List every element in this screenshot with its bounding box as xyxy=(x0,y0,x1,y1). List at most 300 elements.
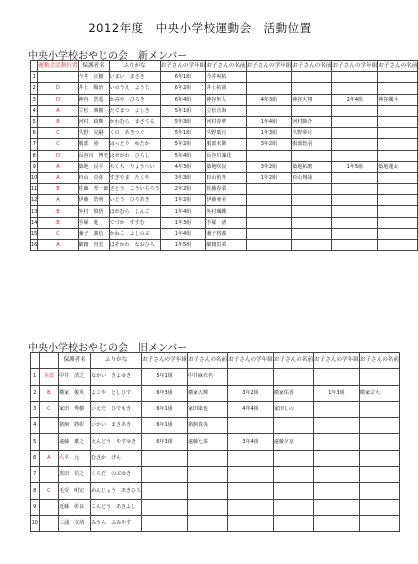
activity-position xyxy=(38,72,78,83)
child-class: 1年3組 xyxy=(160,217,206,228)
child-name xyxy=(187,450,227,466)
guardian-name: 中井 清之 xyxy=(59,369,91,385)
child-class: 6年3組 xyxy=(142,434,188,450)
guardian-furigana: いとう ひろあき xyxy=(109,195,160,206)
child-class xyxy=(314,483,360,499)
child-class xyxy=(314,418,360,434)
child-name: 神谷隼人 xyxy=(206,94,246,105)
child-name: 横家宗大 xyxy=(359,385,399,401)
table-row xyxy=(31,150,418,161)
child-class xyxy=(332,195,378,206)
child-name xyxy=(292,83,332,94)
child-name xyxy=(359,418,399,434)
guardian-name: 家田 秀樹 xyxy=(59,401,91,417)
column-header: お子さんの学年組 xyxy=(228,353,274,369)
guardian-furigana: ちくち りょうへい xyxy=(109,161,160,172)
row-number: 3 xyxy=(31,94,38,105)
row-number: 6 xyxy=(31,450,40,466)
table-row xyxy=(31,228,418,239)
child-name xyxy=(378,206,418,217)
row-number: 16 xyxy=(31,240,38,251)
child-class: 6年1組 xyxy=(142,418,188,434)
column-header: お子さんの学年組 xyxy=(160,61,206,72)
row-number: 14 xyxy=(31,217,38,228)
guardian-furigana: はせがわ ひろし xyxy=(109,150,160,161)
activity-position: A xyxy=(38,240,78,251)
child-name xyxy=(378,105,418,116)
table-row xyxy=(31,83,418,94)
column-header xyxy=(31,353,40,369)
child-name xyxy=(292,228,332,239)
activity-position: A xyxy=(39,450,59,466)
child-name xyxy=(359,467,399,483)
child-name: 井上拓哉 xyxy=(206,83,246,94)
table-row xyxy=(31,369,400,385)
guardian-name: 杉山 卓弥 xyxy=(78,172,109,183)
child-name: 神谷颯斗 xyxy=(378,94,418,105)
activity-position: B xyxy=(38,206,78,217)
guardian-name: 外村 慎悟 xyxy=(78,206,109,217)
child-name xyxy=(359,483,399,499)
child-name xyxy=(292,217,332,228)
child-name xyxy=(378,184,418,195)
child-name: 家田康也 xyxy=(187,401,227,417)
child-class: 1年5組 xyxy=(332,161,378,172)
guardian-name: 兼子 義信 xyxy=(78,228,109,239)
child-name xyxy=(187,515,227,531)
row-number: 1 xyxy=(31,72,38,83)
column-header: お子さんの名前 xyxy=(206,61,246,72)
table-row xyxy=(31,483,400,499)
child-name: 久野葉月 xyxy=(206,128,246,139)
column-header: お子さんの学年組 xyxy=(314,353,360,369)
child-class: 1年3組 xyxy=(246,128,292,139)
guardian-furigana: むさか げん xyxy=(91,450,142,466)
column-header: 保護者名 xyxy=(78,61,109,72)
child-class: 4年3組 xyxy=(246,94,292,105)
row-number: 13 xyxy=(31,206,38,217)
child-class xyxy=(246,206,292,217)
child-class xyxy=(246,83,292,94)
child-class xyxy=(142,450,188,466)
activity-position: C xyxy=(39,483,59,499)
row-number: 4 xyxy=(31,418,40,434)
row-number: 7 xyxy=(31,467,40,483)
new-members-table xyxy=(30,60,418,251)
child-name xyxy=(292,184,332,195)
row-number: 5 xyxy=(31,434,40,450)
column-header: お子さんの名前 xyxy=(359,353,399,369)
row-number: 10 xyxy=(31,515,40,531)
child-class: 5年4組 xyxy=(160,150,206,161)
child-name xyxy=(273,515,313,531)
table-row xyxy=(31,105,418,116)
child-class xyxy=(246,72,292,83)
child-name: 猪飼真央 xyxy=(187,418,227,434)
guardian-name: 井上 陽治 xyxy=(78,83,109,94)
child-class xyxy=(228,369,274,385)
child-name xyxy=(378,139,418,150)
child-name: 遠藤七菜 xyxy=(187,434,227,450)
row-number: 12 xyxy=(31,195,38,206)
child-name xyxy=(359,369,399,385)
column-header: ふりがな xyxy=(91,353,142,369)
child-name xyxy=(187,467,227,483)
table-row xyxy=(31,172,418,183)
guardian-furigana: めんじょう あきひろ xyxy=(91,483,142,499)
column-header: ふりがな xyxy=(109,61,160,72)
child-name: 伊藤亜美 xyxy=(206,195,246,206)
child-class: 5年1組 xyxy=(160,105,206,116)
guardian-name: 長谷川 博史 xyxy=(78,150,109,161)
activity-position xyxy=(39,499,59,515)
guardian-furigana: いえだ ひでもき xyxy=(91,401,142,417)
child-class: 1年4組 xyxy=(246,116,292,127)
child-name xyxy=(292,195,332,206)
table-row xyxy=(31,217,418,228)
table-header-row xyxy=(31,353,400,369)
guardian-furigana: よこや としひで xyxy=(91,385,142,401)
child-class xyxy=(332,184,378,195)
activity-position: B xyxy=(38,116,78,127)
child-class: 1年5組 xyxy=(160,240,206,251)
child-class xyxy=(332,228,378,239)
guardian-name: 細籍 直宏 xyxy=(78,240,109,251)
child-name xyxy=(292,240,332,251)
child-class xyxy=(246,217,292,228)
table-row xyxy=(31,184,418,195)
table-row xyxy=(31,161,418,172)
guardian-furigana: かみや ひろき xyxy=(109,94,160,105)
activity-position: D xyxy=(38,94,78,105)
child-class xyxy=(314,401,360,417)
row-number: 6 xyxy=(31,128,38,139)
guardian-name: 毛受 明宏 xyxy=(59,483,91,499)
child-name xyxy=(187,483,227,499)
child-name: 中井麻衣名 xyxy=(187,369,227,385)
child-class xyxy=(332,105,378,116)
table-row xyxy=(31,385,400,401)
guardian-furigana: かねこ よしのぶ xyxy=(109,228,160,239)
row-number: 1 xyxy=(31,369,40,385)
old-members-heading: 中央小学校おやじの会 旧メンバー xyxy=(28,343,188,354)
child-name: 杉山侑冬 xyxy=(206,172,246,183)
child-name: 細籍里菜 xyxy=(206,240,246,251)
guardian-furigana: いのうえ ようじ xyxy=(109,83,160,94)
child-class: 1年2組 xyxy=(160,195,206,206)
child-name xyxy=(378,240,418,251)
guardian-name: 佐藤 孝一郎 xyxy=(78,184,109,195)
row-number: 9 xyxy=(31,161,38,172)
child-name xyxy=(273,418,313,434)
table-row xyxy=(31,401,400,417)
child-name xyxy=(359,434,399,450)
child-name: 兼子将義 xyxy=(206,228,246,239)
column-header xyxy=(31,61,38,72)
child-class xyxy=(142,483,188,499)
child-name xyxy=(359,499,399,515)
table-row xyxy=(31,72,418,83)
activity-position: C xyxy=(39,401,59,417)
child-class: 5年1組 xyxy=(142,369,188,385)
child-name xyxy=(359,450,399,466)
child-name: 築地咲良 xyxy=(206,161,246,172)
child-name xyxy=(378,72,418,83)
child-class xyxy=(332,139,378,150)
child-class xyxy=(246,105,292,116)
row-number: 11 xyxy=(31,184,38,195)
guardian-name: 今井 正樹 xyxy=(78,72,109,83)
child-name xyxy=(378,172,418,183)
child-name: 横家大輝 xyxy=(187,385,227,401)
guardian-name: 三浦 文靖 xyxy=(59,515,91,531)
activity-position: C xyxy=(38,228,78,239)
child-class xyxy=(314,515,360,531)
child-name: 今井爽拓 xyxy=(206,72,246,83)
child-class xyxy=(314,499,360,515)
table-row xyxy=(31,206,418,217)
child-name: 久野夢月 xyxy=(292,128,332,139)
child-class xyxy=(228,499,274,515)
child-name: 築地拓磨 xyxy=(292,161,332,172)
row-number: 2 xyxy=(31,83,38,94)
table-row xyxy=(31,418,400,434)
child-name xyxy=(273,483,313,499)
table-row xyxy=(31,240,418,251)
child-class xyxy=(332,217,378,228)
child-name: 佐藤春菜 xyxy=(206,184,246,195)
child-class: 1年4組 xyxy=(160,228,206,239)
guardian-furigana: ほかむら しんご xyxy=(109,206,160,217)
child-name: 河村春華 xyxy=(206,116,246,127)
child-name xyxy=(378,128,418,139)
column-header: お子さんの名前 xyxy=(378,61,418,72)
child-name: 服部悠羽 xyxy=(292,139,332,150)
child-class: 4年4組 xyxy=(228,401,274,417)
child-class xyxy=(142,467,188,483)
child-name xyxy=(378,228,418,239)
row-number: 5 xyxy=(31,116,38,127)
activity-position xyxy=(39,467,59,483)
child-class: 3年4組 xyxy=(228,434,274,450)
child-name: 河村駿介 xyxy=(292,116,332,127)
child-class xyxy=(332,83,378,94)
table-row xyxy=(31,116,418,127)
child-class xyxy=(228,418,274,434)
guardian-furigana: ほそかわ なおひろ xyxy=(109,240,160,251)
guardian-name: 立松 典樹 xyxy=(78,105,109,116)
child-name: 横家佑香 xyxy=(273,385,313,401)
child-class xyxy=(314,369,360,385)
row-number: 3 xyxy=(31,401,40,417)
row-number: 10 xyxy=(31,172,38,183)
child-class xyxy=(246,228,292,239)
activity-position: A xyxy=(38,172,78,183)
activity-position: D xyxy=(38,83,78,94)
child-class xyxy=(228,515,274,531)
child-class: 3年2組 xyxy=(228,385,274,401)
table-row xyxy=(31,94,418,105)
child-class xyxy=(332,72,378,83)
child-name: 外村颯靴 xyxy=(206,206,246,217)
table-row xyxy=(31,515,400,531)
child-class: 1年3組 xyxy=(314,385,360,401)
child-class: 3年3組 xyxy=(160,172,206,183)
table-row xyxy=(31,467,400,483)
table-row xyxy=(31,139,418,150)
guardian-furigana: さとう こういちろう xyxy=(109,184,160,195)
column-header: お子さんの名前 xyxy=(273,353,313,369)
child-name xyxy=(359,515,399,531)
child-class xyxy=(314,467,360,483)
child-name xyxy=(187,499,227,515)
old-members-table xyxy=(30,352,400,532)
child-name xyxy=(273,467,313,483)
page-title: 2012年度 中央小学校運動会 活動位置 xyxy=(88,21,312,35)
child-name: 杉山翔哉 xyxy=(292,172,332,183)
child-class xyxy=(228,450,274,466)
row-number: 15 xyxy=(31,228,38,239)
child-name xyxy=(273,450,313,466)
table-row xyxy=(31,128,418,139)
child-name: 長谷川凜花 xyxy=(206,150,246,161)
guardian-furigana: えんどう やすゆき xyxy=(91,434,142,450)
child-name xyxy=(378,150,418,161)
table-header-row xyxy=(31,61,418,72)
guardian-name: 猪飼 將彰 xyxy=(59,418,91,434)
column-header: お子さんの学年組 xyxy=(142,353,188,369)
child-class xyxy=(228,483,274,499)
child-class xyxy=(246,184,292,195)
child-class xyxy=(332,172,378,183)
activity-position: A xyxy=(38,105,78,116)
column-header: お子さんの名前 xyxy=(292,61,332,72)
column-header: お子さんの名前 xyxy=(187,353,227,369)
column-header xyxy=(39,353,59,369)
child-name xyxy=(378,217,418,228)
guardian-furigana: かわむら まさてる xyxy=(109,116,160,127)
child-class: 2年2組 xyxy=(160,184,206,195)
table-row xyxy=(31,195,418,206)
child-name: 家田しの xyxy=(273,401,313,417)
table-row xyxy=(31,499,400,515)
guardian-name: 久野 晃嗣 xyxy=(78,128,109,139)
activity-position: B xyxy=(38,217,78,228)
guardian-name: 横家 俊英 xyxy=(59,385,91,401)
child-name xyxy=(378,83,418,94)
child-class xyxy=(246,150,292,161)
child-class xyxy=(332,206,378,217)
row-number: 8 xyxy=(31,150,38,161)
activity-position xyxy=(39,434,59,450)
guardian-name: 神谷 浩基 xyxy=(78,94,109,105)
child-name xyxy=(273,499,313,515)
activity-position: 本部 xyxy=(39,369,59,385)
child-class: 5年1組 xyxy=(160,128,206,139)
guardian-furigana: すぎやま たくや xyxy=(109,172,160,183)
child-name xyxy=(292,72,332,83)
child-name: 服部未衛 xyxy=(206,139,246,150)
guardian-name: 黒田 信之 xyxy=(59,467,91,483)
child-class: 6年1組 xyxy=(142,401,188,417)
child-class xyxy=(142,499,188,515)
guardian-name: 六平 元 xyxy=(59,450,91,466)
child-name: 神谷大翔 xyxy=(292,94,332,105)
child-class: 6年1組 xyxy=(160,72,206,83)
child-class: 3年2組 xyxy=(246,161,292,172)
child-name xyxy=(378,195,418,206)
child-class xyxy=(314,450,360,466)
child-name xyxy=(292,150,332,161)
child-class xyxy=(332,128,378,139)
child-class: 1年4組 xyxy=(160,206,206,217)
activity-position: C xyxy=(38,139,78,150)
child-class: 6年3組 xyxy=(142,385,188,401)
column-header: 運動会活動位置 xyxy=(38,61,78,72)
child-class: 2年4組 xyxy=(332,94,378,105)
child-name: 手塚 渚 xyxy=(206,217,246,228)
child-class xyxy=(314,434,360,450)
row-number: 4 xyxy=(31,105,38,116)
child-name xyxy=(378,116,418,127)
new-members-heading: 中央小学校おやじの会 新メンバー xyxy=(28,51,188,62)
child-class xyxy=(142,515,188,531)
child-class: 6年4組 xyxy=(160,94,206,105)
child-name: 築地蓮太 xyxy=(378,161,418,172)
child-name: 立松音海 xyxy=(206,105,246,116)
guardian-furigana: いまい まさき xyxy=(109,72,160,83)
activity-position xyxy=(39,418,59,434)
child-class: 4年3組 xyxy=(160,161,206,172)
guardian-furigana: こんどう あきよし xyxy=(91,499,142,515)
child-name xyxy=(359,401,399,417)
guardian-furigana: てづか すすむ xyxy=(109,217,160,228)
table-row xyxy=(31,434,400,450)
column-header: お子さんの学年組 xyxy=(332,61,378,72)
guardian-name: 遠藤 雄之 xyxy=(59,434,91,450)
column-header: 保護者名 xyxy=(59,353,91,369)
child-class xyxy=(228,467,274,483)
child-name: 遠藤夕京 xyxy=(273,434,313,450)
activity-position: B xyxy=(38,184,78,195)
guardian-furigana: くの あきつぐ xyxy=(109,128,160,139)
guardian-furigana: くろだ のぶゆき xyxy=(91,467,142,483)
child-name xyxy=(292,206,332,217)
child-class: 6年2組 xyxy=(160,83,206,94)
row-number: 9 xyxy=(31,499,40,515)
guardian-name: 伊藤 浩明 xyxy=(78,195,109,206)
column-header: お子さんの学年組 xyxy=(246,61,292,72)
row-number: 2 xyxy=(31,385,40,401)
child-class xyxy=(332,116,378,127)
child-class: 5年2組 xyxy=(160,139,206,150)
guardian-name: 服部 裕 xyxy=(78,139,109,150)
activity-position: A xyxy=(38,195,78,206)
activity-position: C xyxy=(38,128,78,139)
child-class: 3年2組 xyxy=(246,139,292,150)
guardian-furigana: みうら ふみやす xyxy=(91,515,142,531)
activity-position: A xyxy=(38,161,78,172)
guardian-furigana: たてまつ よしき xyxy=(109,105,160,116)
child-class: 1年2組 xyxy=(246,172,292,183)
activity-position: D xyxy=(38,150,78,161)
activity-position: B xyxy=(39,385,59,401)
child-class xyxy=(246,195,292,206)
child-class xyxy=(332,240,378,251)
guardian-name: 河村 政輝 xyxy=(78,116,109,127)
guardian-furigana: いかい まさあき xyxy=(91,418,142,434)
child-class xyxy=(332,150,378,161)
